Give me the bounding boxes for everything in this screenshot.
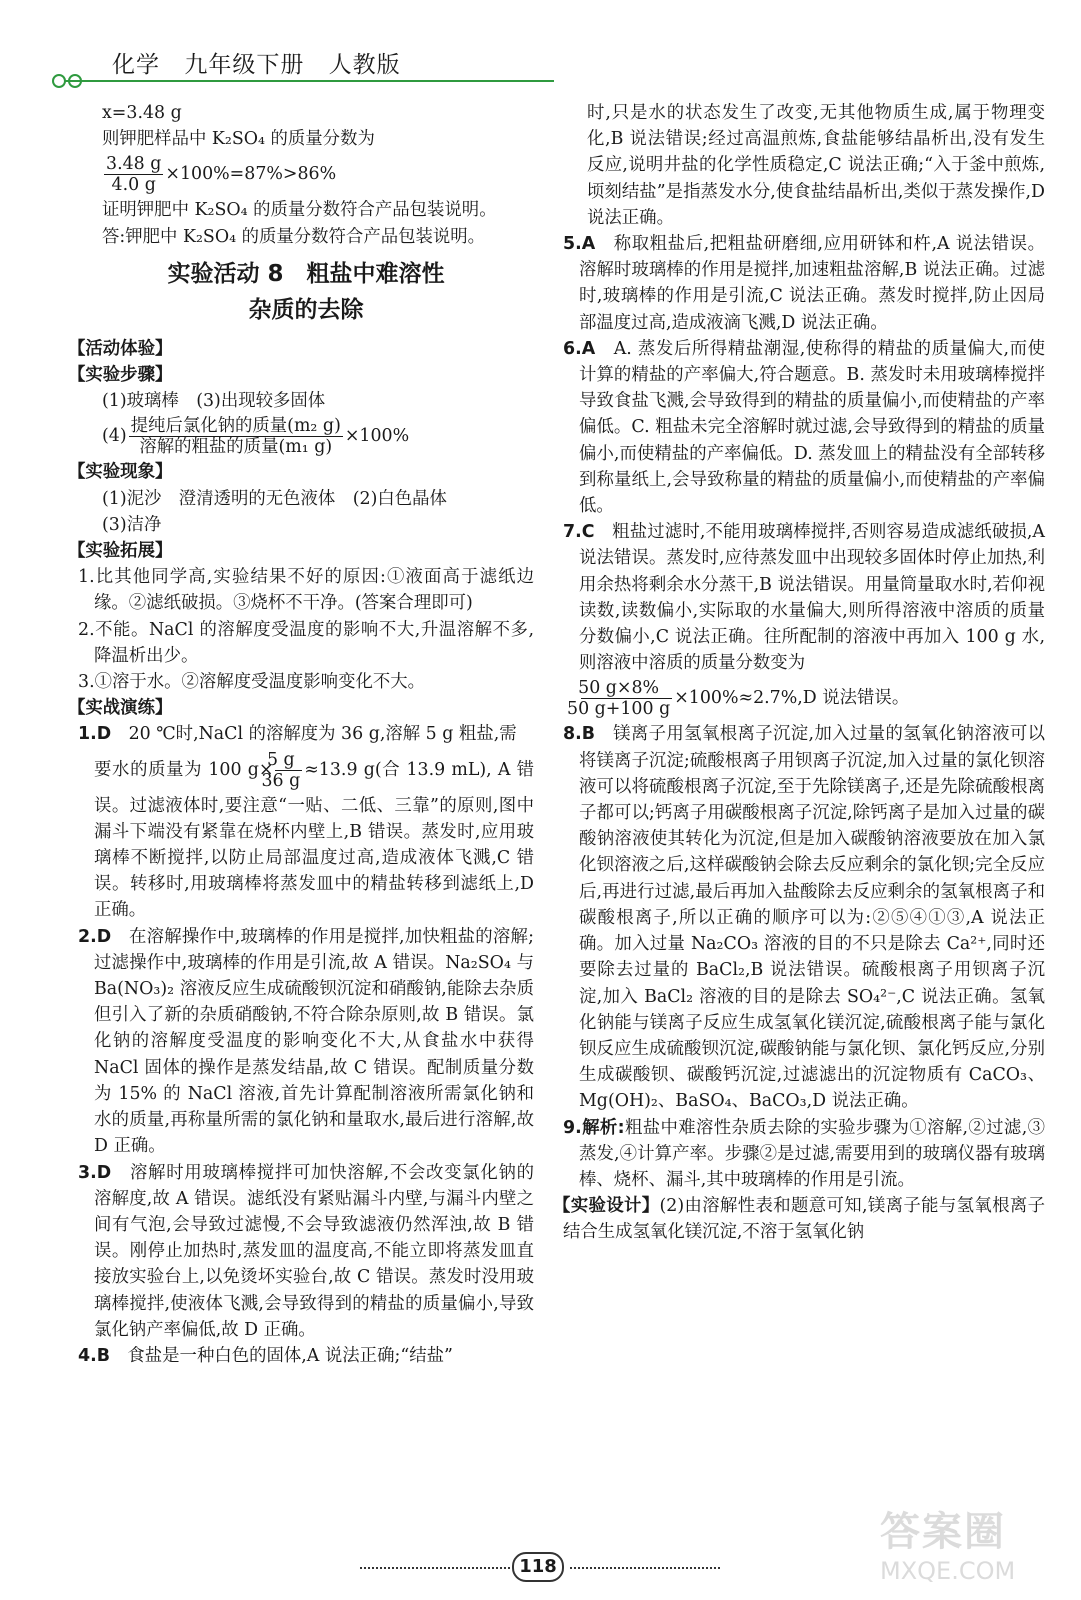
q9-label: 9.解析: [563, 1117, 625, 1138]
extension3: 3.①溶于水。②溶解度受温度影响变化不大。 [78, 672, 426, 693]
q7-frac-num: 50 g×8% [581, 678, 672, 699]
q8-text: 镁离子用氢氧根离子沉淀,加入过量的氢氧化钠溶液可以将镁离子沉淀;硫酸根离子用钡离子沉淀,加入过量的氯化钡溶液可以将硫酸根离子沉淀,至于先除镁离子,还是先除硫酸根离子都可以;钙离子用碳酸根离子沉淀,除钙离子是加入过量的碳酸钠溶液使其转化为沉淀,但是加入碳酸钠溶液要放在加入氯化钡溶液之后,这样碳酸钠会除去反应剩余的氯化钡;完全反应后,再进行过滤,最后再加入盐酸除去反应剩余的氢氧根离子和碳酸根离子,所以正确的顺序可以为:②⑤④①③,A 说法正确。加入过量 Na₂CO₃ 溶液的目的不只是除去 Ca²⁺,同时还要除去过量的 BaCl₂,B 说法错误。硫酸根离子用钡离子沉淀,加入 BaCl₂ 溶液的目的是除去 SO₄²⁻,C 说法正确。氢氧化钠能与镁离子反应生成氢氧化镁沉淀,硫酸根离子能与氯化钡反应生成硫酸钡沉淀,碳酸钠能与氯化钡、氯化钙反应,分别生成碳酸钡、碳酸钙沉淀,过滤滤出的沉淀物质有 CaCO₃、Mg(OH)₂、BaSO₄、BaCO₃,D 说法正确。 [579, 724, 1045, 1112]
watermark-logo [880, 1500, 1060, 1590]
step4-prefix: (4) [102, 426, 127, 447]
q2-label: 2.D [78, 926, 112, 947]
watermark-line1: 答案圈 [880, 1509, 1006, 1555]
step4 [78, 414, 534, 459]
question-1 [78, 721, 534, 923]
q7-frac-den: 50 g+100 g [567, 699, 671, 720]
steps-head: 【实验步骤】 [68, 365, 173, 386]
q3-label: 3.D [78, 1162, 112, 1183]
question-3 [78, 1160, 534, 1343]
calc-fraction [78, 152, 534, 197]
q5-label: 5.A [563, 234, 596, 255]
question-4 [78, 1343, 534, 1369]
header-title [112, 46, 417, 79]
section-title [78, 256, 534, 328]
q1-line2-post: ≈13.9 g(合 13.9 mL), [304, 759, 492, 780]
phenomena-head: 【实验现象】 [68, 462, 173, 483]
extension-head: 【实验拓展】 [68, 541, 173, 562]
extension2: 2.不能。NaCl 的溶解度受温度的影响不大,升温溶解不多,降温析出少。 [78, 619, 534, 666]
design-head: 【实验设计】 [553, 1196, 660, 1217]
phenomena2: (3)洁净 [102, 514, 162, 535]
question-9 [563, 1115, 1045, 1194]
question-2 [78, 924, 534, 1160]
right-column [553, 100, 1045, 1246]
q4-label: 4.B [78, 1345, 110, 1366]
section-title-line2: 杂质的去除 [248, 296, 364, 323]
experiment-design [553, 1193, 1045, 1245]
q6-label: 6.A [563, 338, 596, 359]
footer-dots-left [360, 1567, 510, 1569]
question-7 [563, 519, 1045, 721]
calc-line1: 则钾肥样品中 K₂SO₄ 的质量分数为 [102, 129, 375, 150]
page-number: 118 [512, 1552, 564, 1582]
q7-frac-tail: ×100%≈2.7%,D 说法错误。 [674, 688, 910, 709]
design-text: (2)由溶解性表和题意可知,镁离子能与氢氧根离子结合生成氢氧化镁沉淀,不溶于氢氧化钠 [563, 1196, 1045, 1243]
calc-line3: 证明钾肥中 K₂SO₄ 的质量分数符合产品包装说明。 [102, 200, 497, 221]
question-5 [563, 231, 1045, 336]
q9-text: 粗盐中难溶性杂质去除的实验步骤为①溶解,②过滤,③蒸发,④计算产率。步骤②是过滤,需要用到的玻璃仪器有玻璃棒、烧杯、漏斗,其中玻璃棒的作用是引流。 [579, 1117, 1045, 1190]
calc-frac-tail: ×100%=87%>86% [165, 164, 337, 185]
calc-frac-den: 4.0 g [111, 175, 156, 196]
step1: (1)玻璃棒 (3)出现较多固体 [102, 391, 326, 412]
phenomena1: (1)泥沙 澄清透明的无色液体 (2)白色晶体 [102, 488, 447, 509]
question-6 [563, 336, 1045, 519]
calc-x: x=3.48 g [102, 103, 182, 123]
q7-text: 粗盐过滤时,不能用玻璃棒搅拌,否则容易造成滤纸破损,A 说法错误。蒸发时,应待蒸发皿中出现较多固体时停止加热,利用余热将剩余水分蒸干,B 说法错误。用量筒量取水时,若仰视读数,读数偏小,实际取的水量偏大,则所得溶液中溶质的质量分数偏小,C 说法正确。往所配制的溶液中再加入 100 g 水,则溶液中溶质的质量分数变为 [579, 522, 1045, 674]
step4-tail: ×100% [344, 426, 410, 447]
left-column [68, 100, 534, 1369]
q4-text: 食盐是一种白色的固体,A 说法正确;“结盐” [127, 1345, 453, 1366]
q6-text: A. 蒸发后所得精盐潮湿,使称得的精盐的质量偏大,而使计算的精盐的产率偏大,符合题意。B. 蒸发时未用玻璃棒搅拌导致食盐飞溅,会导致得到的精盐的质量偏小,而使精盐的产率偏低。C. 粗盐未完全溶解时就过滤,会导致得到的精盐的质量偏小,而使精盐的产率偏低。D. 蒸发皿上的精盐没有全部转移到称量纸上,会导致称量的精盐的质量偏小,而使精盐的产率偏低。 [579, 338, 1045, 517]
section-title-line1: 实验活动 8 粗盐中难溶性 [167, 260, 445, 287]
q4-continued: 时,只是水的状态发生了改变,无其他物质生成,属于物理变化,B 说法错误;经过高温煎炼,食盐能够结晶析出,没有发生反应,说明井盐的化学性质稳定,C 说法正确;“入于釜中煎炼,顷刻结盐”是指蒸发水分,使食盐结晶析出,类似于蒸发操作,D 说法正确。 [587, 103, 1045, 228]
q1-frac-den: 36 g [261, 770, 301, 791]
q1-line1: 20 ℃时,NaCl 的溶解度为 36 g,溶解 5 g 粗盐,需 [128, 724, 517, 745]
q5-text: 称取粗盐后,把粗盐研磨细,应用研钵和杵,A 说法错误。溶解时玻璃棒的作用是搅拌,加速粗盐溶解,B 说法正确。过滤时,玻璃棒的作用是引流,C 说法正确。蒸发时搅拌,防止因局部温度过高,造成液滴飞溅,D 说法正确。 [579, 234, 1045, 333]
q1-label: 1.D [78, 724, 112, 745]
calc-answer: 答:钾肥中 K₂SO₄ 的质量分数符合产品包装说明。 [102, 226, 486, 247]
header-subject: 化学 [112, 52, 160, 78]
calc-frac-num: 3.48 g [106, 154, 162, 175]
q1-frac-num: 5 g [275, 750, 302, 771]
step4-num: 提纯后氯化钠的质量(m₂ g) [130, 416, 341, 437]
header-rule [64, 80, 554, 82]
q1-line2-pre: 要水的质量为 100 g× [94, 759, 274, 780]
header-grade: 九年级下册 [184, 52, 305, 78]
footer-dots-right [570, 1567, 720, 1569]
step4-den: 溶解的粗盐的质量(m₁ g) [139, 437, 333, 458]
q2-text: 在溶解操作中,玻璃棒的作用是搅拌,加快粗盐的溶解;过滤操作中,玻璃棒的作用是引流,故 A 错误。Na₂SO₄ 与 Ba(NO₃)₂ 溶液反应生成硫酸钡沉淀和硝酸钠,能除去杂质但引入了新的杂质硝酸钠,不符合除杂原则,故 B 错误。氯化钠的溶解度受温度的影响变化不大,从食盐水中获得 NaCl 固体的操作是蒸发结晶,故 C 错误。配制质量分数为 15% 的 NaCl 溶液,首先计算配制溶液所需氯化钠和水的质量,再称量所需的氯化钠和量取水,最后进行溶解,故 D 正确。 [94, 926, 534, 1157]
q1-rest: A 错误。过滤液体时,要注意“一贴、二低、三靠”的原则,图中漏斗下端没有紧靠在烧杯内壁上,B 错误。蒸发时,应用玻璃棒不断搅拌,以防止局部温度过高,造成液体飞溅,C 错误。转移时,用玻璃棒将蒸发皿中的精盐转移到滤纸上,D 正确。 [94, 759, 534, 921]
q8-label: 8.B [563, 724, 595, 745]
page-header [52, 40, 512, 92]
q3-text: 溶解时用玻璃棒搅拌可加快溶解,不会改变氯化钠的溶解度,故 A 错误。滤纸没有紧贴漏斗内壁,与漏斗内壁之间有气泡,会导致过滤慢,不会导致滤液仍然浑浊,故 B 错误。刚停止加热时,蒸发皿的温度高,不能立即将蒸发皿直接放实验台上,以免烫坏实验台,故 C 错误。蒸发时没用玻璃棒搅拌,使液体飞溅,会导致得到的精盐的质量偏小,导致氯化钠产率偏低,故 D 正确。 [94, 1162, 534, 1340]
practice-head: 【实战演练】 [68, 698, 173, 719]
header-edition: 人教版 [328, 52, 401, 78]
extension1: 1.比其他同学高,实验结果不好的原因:①液面高于滤纸边缘。②滤纸破损。③烧杯不干净。(答案合理即可) [78, 567, 534, 614]
watermark-line2: MXQE.COM [880, 1557, 1016, 1585]
question-8 [563, 721, 1045, 1114]
q7-label: 7.C [563, 522, 595, 543]
activity-head: 【活动体验】 [68, 338, 173, 359]
